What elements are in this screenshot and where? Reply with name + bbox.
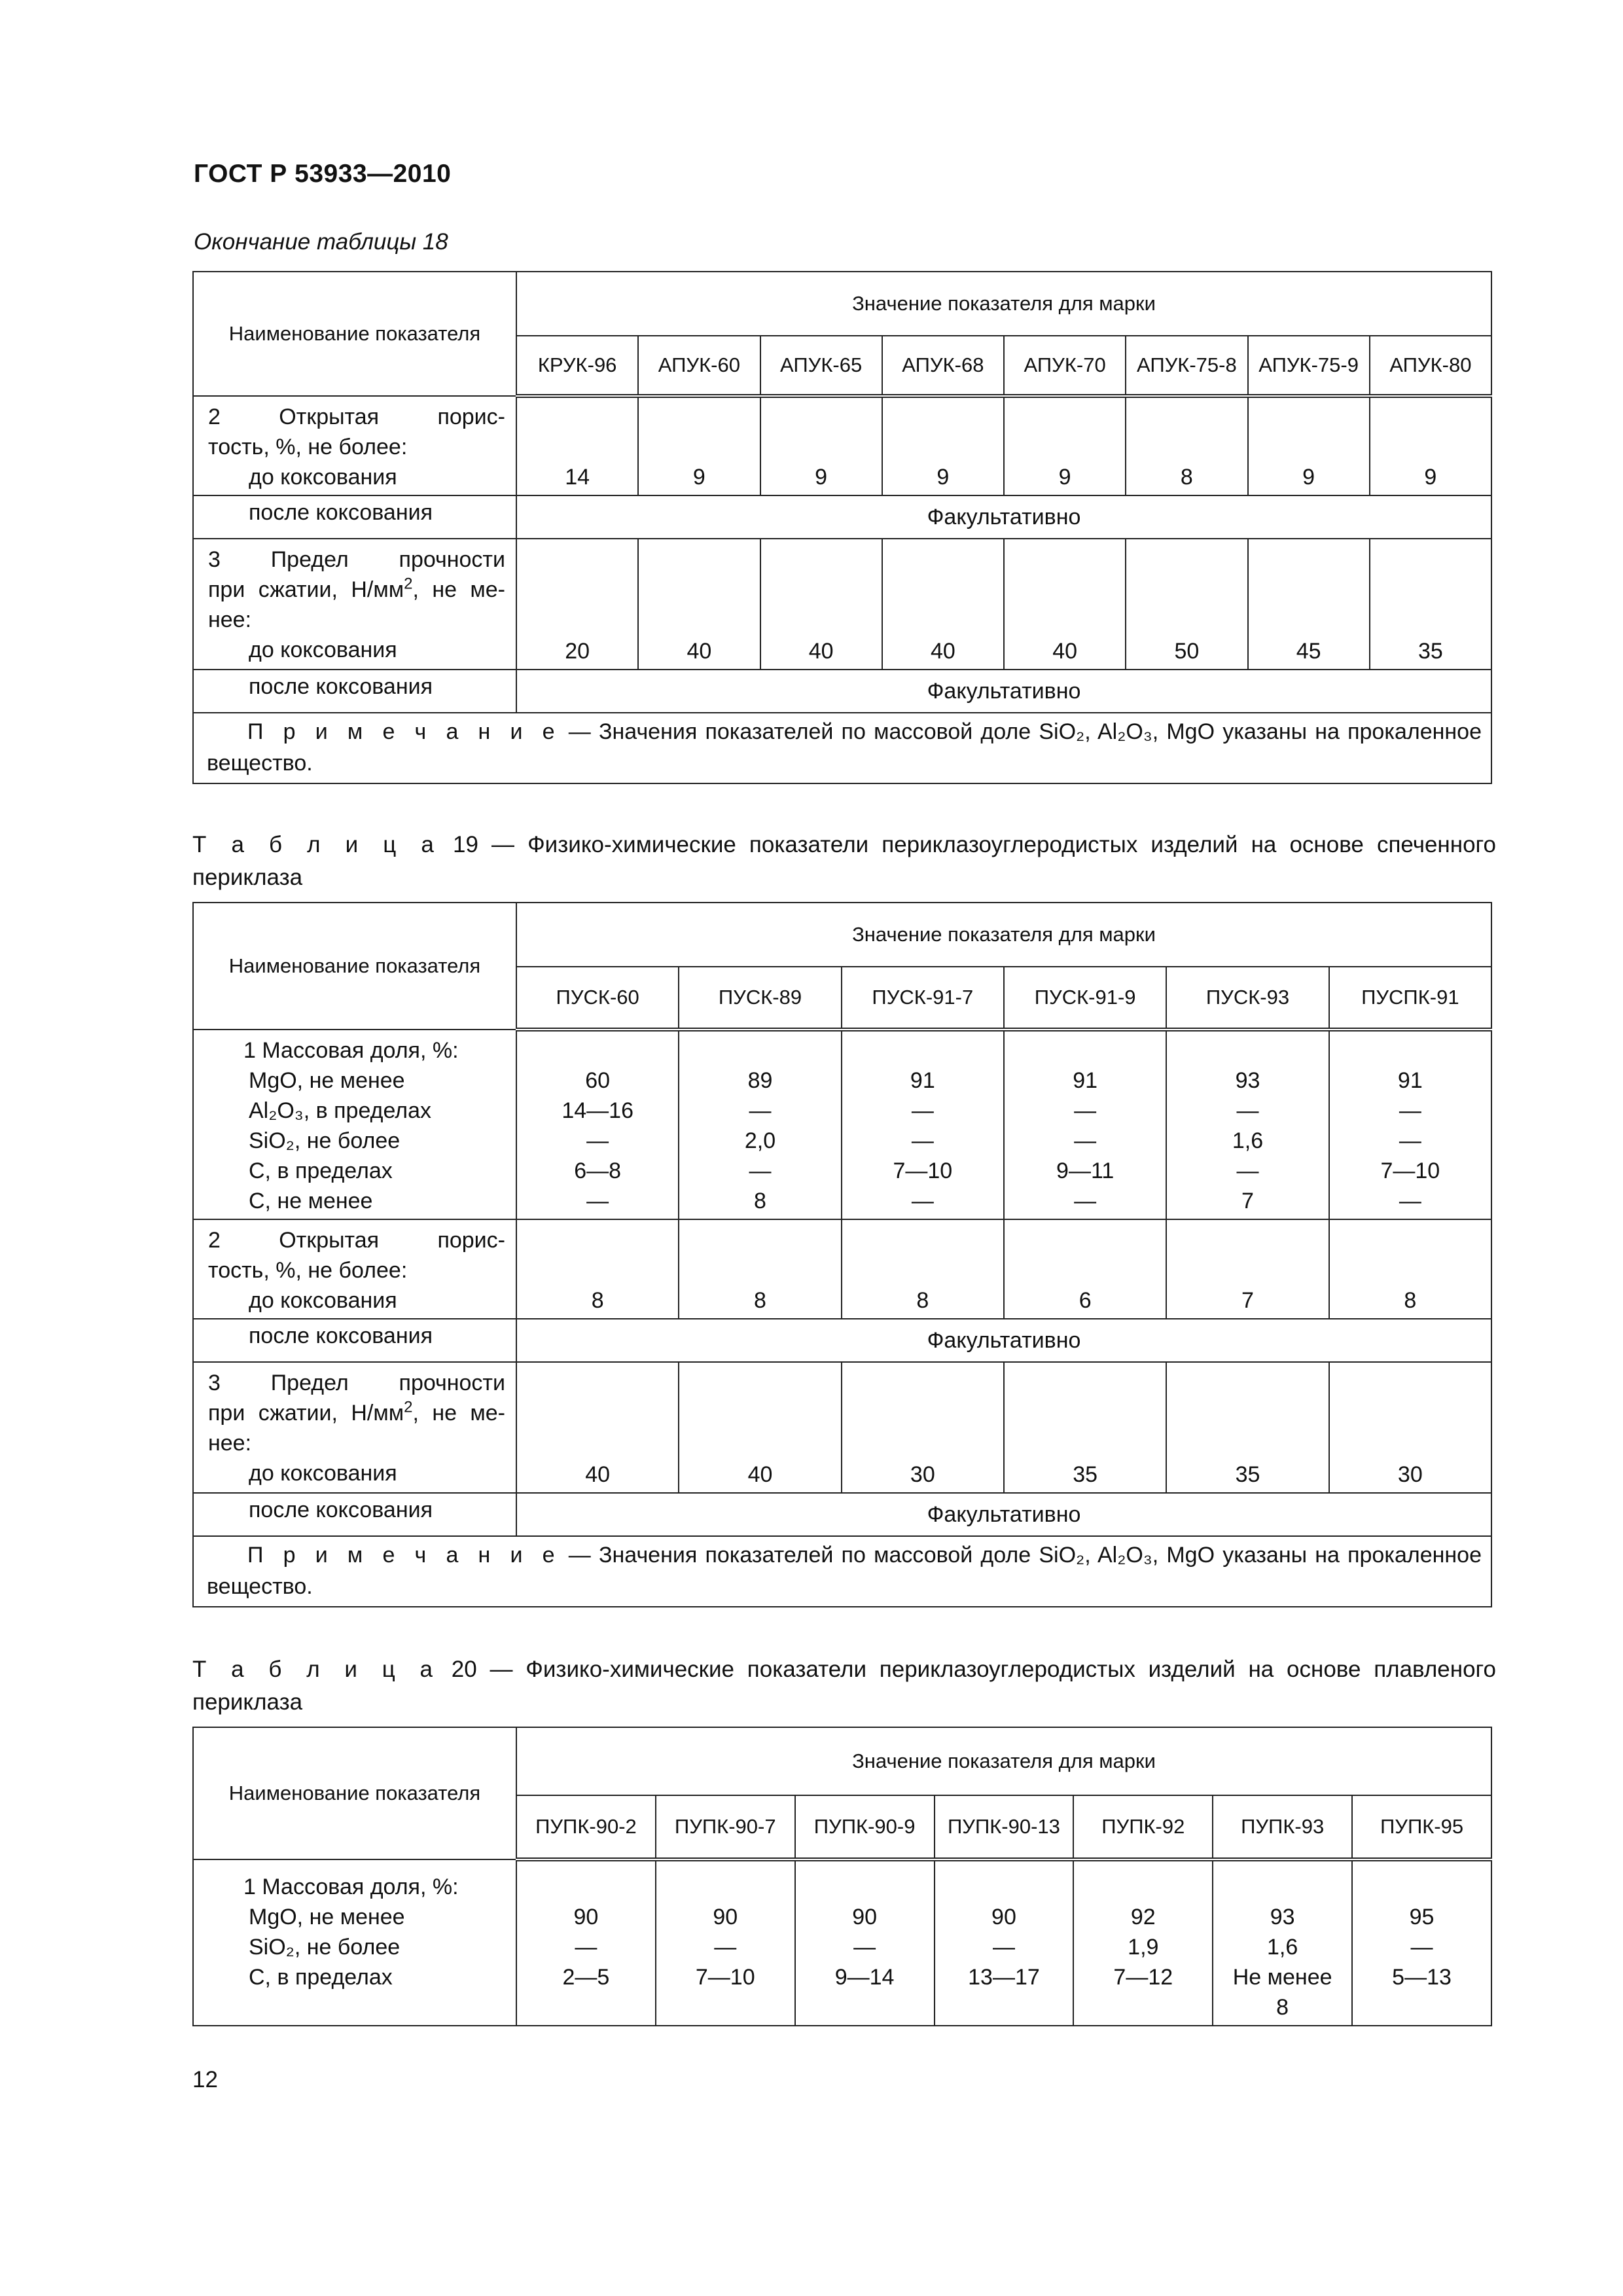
value-cell: 30: [1329, 1362, 1491, 1493]
mark-header: ПУПК-90-13: [935, 1795, 1074, 1859]
mass-fraction-label: 1 Массовая доля, %: MgO, не менее Al₂O₃, в пределах SiO₂, не более C, в пределах C, не менее: [193, 1030, 516, 1219]
table-note: П р и м е ч а н и е — Значения показателей по массовой доле SiO₂, Al₂O₃, MgO указаны на прокаленное вещество.: [193, 1536, 1491, 1607]
after-coking-label: после коксования: [193, 670, 516, 713]
value-cell: 9: [882, 396, 1004, 495]
mass-fraction-label: 1 Массовая доля, %: MgO, не менее SiO₂, не более C, в пределах: [193, 1859, 516, 2026]
value-cell: 93 1,6 Не менее 8: [1213, 1859, 1352, 2026]
value-cell: 90 — 13—17: [935, 1859, 1074, 2026]
value-cell: 91 — — 7—10 —: [842, 1030, 1004, 1219]
table-row: [193, 1536, 1491, 1607]
value-cell: 8: [516, 1219, 679, 1319]
value-cell: 95 — 5—13: [1352, 1859, 1491, 2026]
value-cell: 14: [516, 396, 638, 495]
table-row: [193, 539, 1491, 670]
mark-header: ПУПК-90-9: [795, 1795, 935, 1859]
mark-header: ПУПК-90-7: [656, 1795, 795, 1859]
value-cell: 93 — 1,6 — 7: [1166, 1030, 1329, 1219]
value-cell: 40: [882, 539, 1004, 670]
value-cell: 90 — 7—10: [656, 1859, 795, 2026]
value-cell: 30: [842, 1362, 1004, 1493]
value-cell: 91 — — 9—11 —: [1004, 1030, 1166, 1219]
mark-header: ПУПК-95: [1352, 1795, 1491, 1859]
value-cell: 9: [1370, 396, 1491, 495]
value-cell: 91 — — 7—10 —: [1329, 1030, 1491, 1219]
mark-header: АПУК-65: [760, 336, 882, 396]
mark-header: ПУСК-91-9: [1004, 967, 1166, 1030]
mark-header: КРУК-96: [516, 336, 638, 396]
mark-header: ПУСК-93: [1166, 967, 1329, 1030]
value-cell: 8: [679, 1219, 841, 1319]
value-cell: 40: [516, 1362, 679, 1493]
table-row: [193, 495, 1491, 539]
value-cell: 9: [638, 396, 760, 495]
after-coking-label: после коксования: [193, 1319, 516, 1362]
table-row: [193, 1219, 1491, 1319]
page-number: 12: [192, 2067, 218, 2092]
mark-header: АПУК-68: [882, 336, 1004, 396]
table-19: [192, 902, 1492, 1607]
table-20: [192, 1727, 1492, 2026]
header-indicator-name: Наименование показателя: [193, 903, 516, 1030]
value-cell: 9: [1004, 396, 1126, 495]
value-cell: 8: [1126, 396, 1247, 495]
table-row: [193, 1362, 1491, 1493]
table-row: [193, 1030, 1491, 1219]
strength-label: 3 Предел прочности при сжатии, $Н/мм^2$, не ме- нее: до коксования: [193, 539, 516, 670]
mark-header: ПУСК-89: [679, 967, 841, 1030]
value-cell: 90 — 9—14: [795, 1859, 935, 2026]
mark-header: АПУК-70: [1004, 336, 1126, 396]
mark-header: АПУК-60: [638, 336, 760, 396]
value-cell: 9: [1248, 396, 1370, 495]
value-cell: 89 — 2,0 — 8: [679, 1030, 841, 1219]
header-value-group: Значение показателя для марки: [516, 903, 1491, 967]
table-18: [192, 271, 1492, 784]
table-row: [193, 1859, 1491, 2026]
strength-label: 3 Предел прочности при сжатии, $Н/мм^2$, не ме- нее: до коксования: [193, 1362, 516, 1493]
mark-header: ПУПК-93: [1213, 1795, 1352, 1859]
header-value-group: Значение показателя для марки: [516, 1727, 1491, 1795]
table-row: [193, 670, 1491, 713]
porosity-label: 2 Открытая порис- тость, %, не более: до коксования: [193, 1219, 516, 1319]
table-row: [193, 396, 1491, 495]
optional-value: Факультативно: [516, 495, 1491, 539]
header-value-group: Значение показателя для марки: [516, 272, 1491, 336]
document-header: ГОСТ Р 53933—2010: [194, 160, 452, 188]
header-indicator-name: Наименование показателя: [193, 272, 516, 396]
value-cell: 60 14—16 — 6—8 —: [516, 1030, 679, 1219]
mark-header: ПУПК-90-2: [516, 1795, 656, 1859]
value-cell: 7: [1166, 1219, 1329, 1319]
mark-header: ПУСК-60: [516, 967, 679, 1030]
mark-header: ПУСПК-91: [1329, 967, 1491, 1030]
after-coking-label: после коксования: [193, 1493, 516, 1536]
after-coking-label: после коксования: [193, 495, 516, 539]
value-cell: 40: [760, 539, 882, 670]
porosity-label: 2 Открытая порис- тость, %, не более: до коксования: [193, 396, 516, 495]
value-cell: 45: [1248, 539, 1370, 670]
table-row: [193, 713, 1491, 783]
table-row: [193, 1493, 1491, 1536]
value-cell: 8: [1329, 1219, 1491, 1319]
value-cell: 6: [1004, 1219, 1166, 1319]
value-cell: 35: [1004, 1362, 1166, 1493]
optional-value: Факультативно: [516, 1319, 1491, 1362]
value-cell: 40: [1004, 539, 1126, 670]
optional-value: Факультативно: [516, 1493, 1491, 1536]
mark-header: АПУК-80: [1370, 336, 1491, 396]
value-cell: 50: [1126, 539, 1247, 670]
value-cell: 9: [760, 396, 882, 495]
table-20-caption: Т а б л и ц а 20 — Физико-химические показатели периклазоуглеродистых изделий на основе плавленого периклаза: [192, 1657, 1496, 1715]
header-indicator-name: Наименование показателя: [193, 1727, 516, 1859]
mark-header: АПУК-75-9: [1248, 336, 1370, 396]
table-note: П р и м е ч а н и е — Значения показателей по массовой доле SiO₂, Al₂O₃, MgO указаны на прокаленное вещество.: [193, 713, 1491, 783]
mark-header: ПУПК-92: [1073, 1795, 1213, 1859]
value-cell: 35: [1166, 1362, 1329, 1493]
table-continuation-caption: Окончание таблицы 18: [194, 229, 448, 255]
value-cell: 35: [1370, 539, 1491, 670]
value-cell: 92 1,9 7—12: [1073, 1859, 1213, 2026]
optional-value: Факультативно: [516, 670, 1491, 713]
value-cell: 40: [679, 1362, 841, 1493]
mark-header: ПУСК-91-7: [842, 967, 1004, 1030]
table-row: [193, 1319, 1491, 1362]
value-cell: 40: [638, 539, 760, 670]
table-19-caption: Т а б л и ц а 19 — Физико-химические показатели периклазоуглеродистых изделий на основе спеченного периклаза: [192, 832, 1496, 890]
value-cell: 20: [516, 539, 638, 670]
mark-header: АПУК-75-8: [1126, 336, 1247, 396]
value-cell: 90 — 2—5: [516, 1859, 656, 2026]
value-cell: 8: [842, 1219, 1004, 1319]
